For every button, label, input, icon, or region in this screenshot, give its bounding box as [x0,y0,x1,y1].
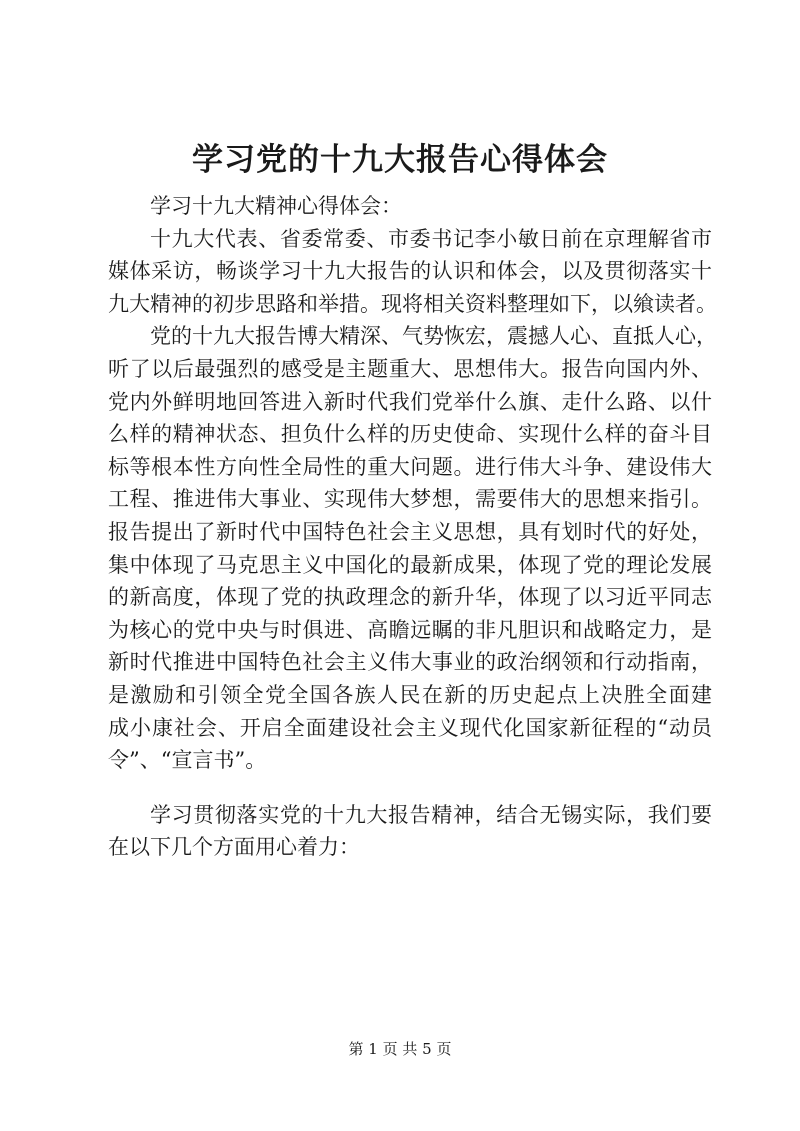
paragraph-line: 学习十九大精神心得体会： [150,194,402,218]
paragraph-line: 么样的精神状态、担负什么样的历史使命、实现什么样的奋斗目 [108,422,712,447]
paragraph-line: 十九大代表、省委常委、市委书记李小敏日前在京理解省市 [150,226,712,251]
paragraph-line: 令”、“宣言书”。 [108,748,267,773]
paragraph-gap [108,777,712,799]
document-title: 学习党的十九大报告心得体会 [192,142,608,178]
document-body [108,190,717,864]
paragraph [108,799,712,864]
paragraph-line: 报告提出了新时代中国特色社会主义思想，具有划时代的好处， [108,519,712,544]
paragraph-line: 新时代推进中国特色社会主义伟大事业的政治纲领和行动指南， [108,650,712,675]
paragraph-line: 党内外鲜明地回答进入新时代我们党举什么旗、走什么路、以什 [108,389,712,414]
paragraph-line: 集中体现了马克思主义中国化的最新成果，体现了党的理论发展 [108,552,712,577]
paragraph-line: 学习贯彻落实党的十九大报告精神，结合无锡实际，我们要 [150,802,712,827]
paragraph-line: 的新高度，体现了党的执政理念的新升华，体现了以习近平同志 [108,585,712,610]
paragraph-line: 在以下几个方面用心着力： [108,835,360,860]
page-number-footer: 第 1 页 共 5 页 [348,1040,452,1058]
paragraph [108,223,717,321]
paragraph-line: 为核心的党中央与时俱进、高瞻远瞩的非凡胆识和战略定力，是 [108,617,712,642]
paragraph-line: 工程、推进伟大事业、实现伟大梦想，需要伟大的思想来指引。 [108,487,712,512]
paragraph-line: 九大精神的初步思路和举措。现将相关资料整理如下，以飨读者。 [108,291,717,316]
paragraph-line: 党的十九大报告博大精深、气势恢宏，震撼人心、直抵人心， [150,324,717,349]
paragraph-line: 媒体采访，畅谈学习十九大报告的认识和体会，以及贯彻落实十 [108,259,712,284]
paragraph-line: 听了以后最强烈的感受是主题重大、思想伟大。报告向国内外、 [108,356,712,381]
paragraph [108,320,717,776]
paragraph [108,190,712,223]
paragraph-line: 标等根本性方向性全局性的重大问题。进行伟大斗争、建设伟大 [108,454,712,479]
paragraph-line: 是激励和引领全党全国各族人民在新的历史起点上决胜全面建 [108,682,712,707]
paragraph-line: 成小康社会、开启全面建设社会主义现代化国家新征程的“动员 [108,715,712,740]
